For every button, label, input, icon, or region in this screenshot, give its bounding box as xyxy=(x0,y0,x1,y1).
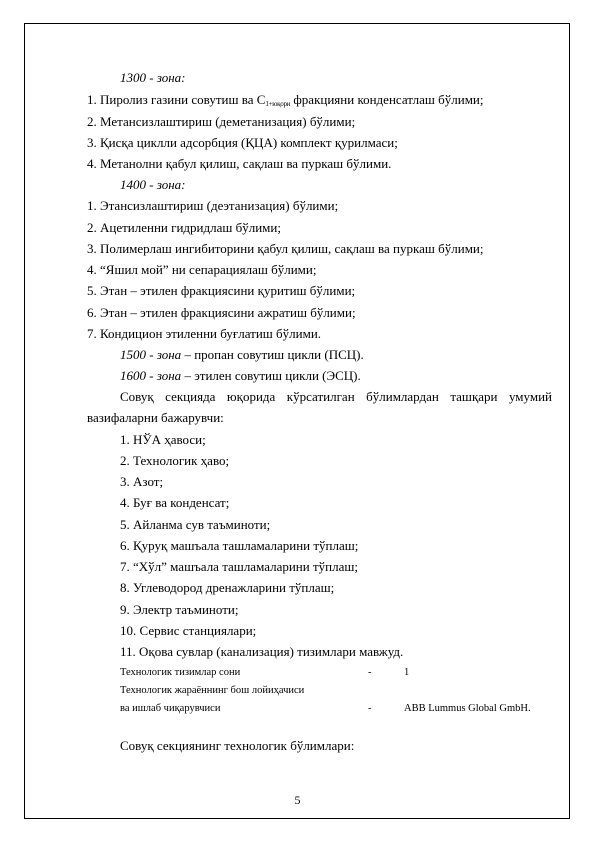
page-number: 5 xyxy=(294,793,301,807)
function-item: 10. Сервис станциялари; xyxy=(120,623,257,638)
spec-dash: - xyxy=(368,667,372,678)
spec-label-manufacturer: ва ишлаб чиқарувчиси xyxy=(120,703,221,714)
zone-1600-line: 1600 - зона – этилен совутиш цикли (ЭСЦ). xyxy=(120,368,361,383)
function-item: 7. “Хўл” машъала ташламаларини тўплаш; xyxy=(120,559,358,574)
function-item: 6. Қуруқ машъала ташламаларини тўплаш; xyxy=(120,538,359,553)
spec-label-systems-count: Технологик тизимлар сони xyxy=(120,667,241,678)
zone-1500-line: 1500 - зона – пропан совутиш цикли (ПСЦ). xyxy=(120,347,364,362)
function-item: 1. НЎА ҳавоси; xyxy=(120,432,206,447)
function-item: 3. Азот; xyxy=(120,474,164,489)
zone-1400-item: 6. Этан – этилен фракциясини ажратиш бўлими; xyxy=(87,305,356,320)
function-item: 4. Буғ ва конденсат; xyxy=(120,495,230,510)
zone-1300-item-4: 4. Метанолни қабул қилиш, сақлаш ва пуркаш бўлими. xyxy=(87,156,392,171)
intro-line-1: Совуқ секцияда юқорида кўрсатилган бўлимлардан ташқари умумий xyxy=(120,389,552,404)
spec-value-systems-count: 1 xyxy=(404,667,410,678)
zone-1400-item: 1. Этансизлаштириш (деэтанизация) бўлими; xyxy=(87,198,339,213)
function-item: 8. Углеводород дренажларини тўплаш; xyxy=(120,580,335,595)
function-item: 5. Айланма сув таъминоти; xyxy=(120,517,271,532)
spec-label-designer: Технологик жараённинг бош лойиҳачиси xyxy=(120,685,305,696)
zone-1400-item: 5. Этан – этилен фракциясини қуритиш бўлими; xyxy=(87,283,356,298)
intro-line-2: вазифаларни бажарувчи: xyxy=(87,410,224,425)
function-item: 11. Оқова сувлар (канализация) тизимлари мавжуд. xyxy=(120,644,404,659)
function-item: 9. Электр таъминоти; xyxy=(120,602,239,617)
function-item: 2. Технологик ҳаво; xyxy=(120,453,230,468)
zone-1400-item: 4. “Яшил мой” ни сепарациялаш бўлими; xyxy=(87,262,317,277)
zone-1400-heading: 1400 - зона: xyxy=(120,177,186,192)
zone-1300-item-2: 2. Метансизлаштириш (деметанизация) бўлими; xyxy=(87,114,356,129)
zone-1400-item: 3. Полимерлаш ингибиторини қабул қилиш, сақлаш ва пуркаш бўлими; xyxy=(87,241,484,256)
zone-1300-item-3: 3. Қисқа циклли адсорбция (ҚЦА) комплект қурилмаси; xyxy=(87,135,398,150)
zone-1300-heading: 1300 - зона: xyxy=(120,70,186,85)
closing-line: Совуқ секциянинг технологик бўлимлари: xyxy=(120,738,355,753)
spec-dash: - xyxy=(368,703,372,714)
zone-1400-item: 7. Кондицион этиленни буғлатиш бўлими. xyxy=(87,326,322,341)
zone-1400-item: 2. Ацетиленни гидридлаш бўлими; xyxy=(87,220,281,235)
spec-value-manufacturer: ABB Lummus Global GmbH. xyxy=(404,703,531,714)
zone-1300-item-1: 1. Пиролиз газини совутиш ва $С_{1+юқори}$ фракцияни конденсатлаш бўлими; xyxy=(87,92,484,108)
